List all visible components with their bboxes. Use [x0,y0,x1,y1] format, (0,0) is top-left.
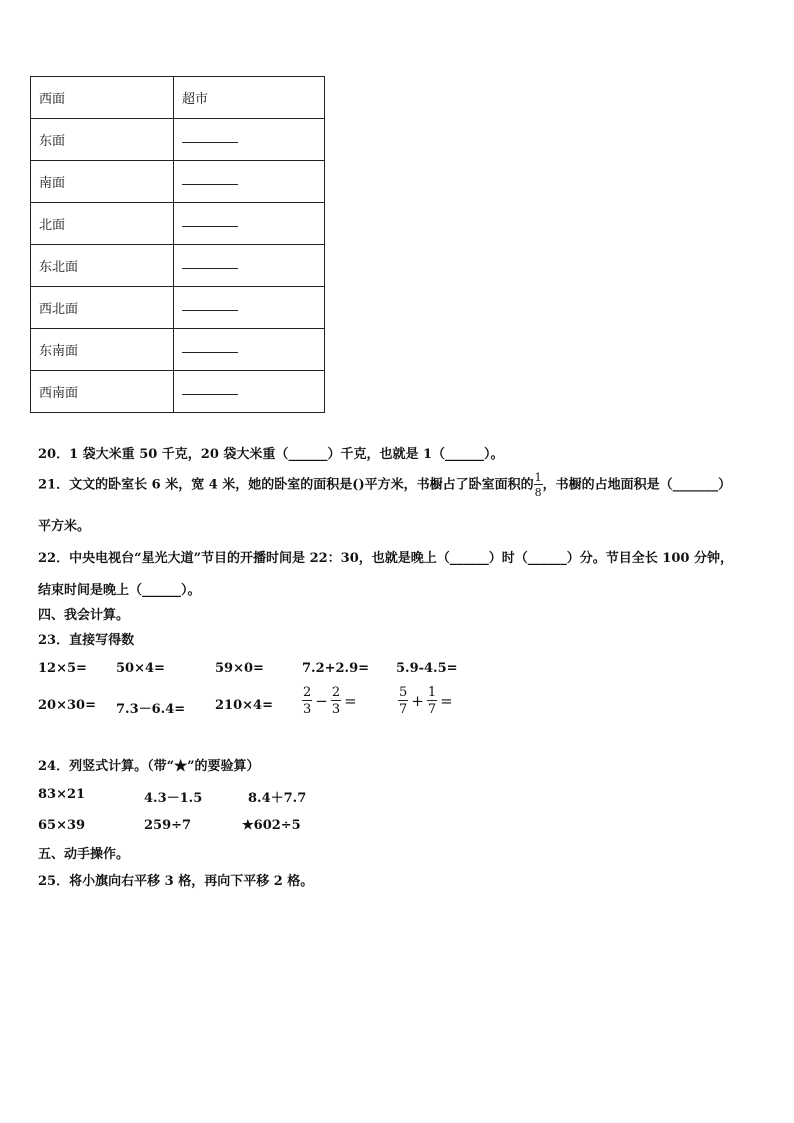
question-23-title: 23．直接写得数 [38,633,135,648]
table-row [31,287,325,329]
answer-blank: ______ [288,447,328,462]
answer-blank: ______ [445,447,485,462]
question-text: 中央电视台“星光大道”节目的开播时间是 22：30，也就是晚上（ [69,551,450,566]
answer-blank [182,132,238,143]
question-text: ）。 [181,583,201,598]
question-22 [38,547,733,566]
denominator: 3 [331,702,341,717]
row-blank [174,287,325,329]
question-text: ）时（ [488,551,528,566]
question-20 [38,443,504,462]
answer-blank: ______ [449,551,489,566]
denominator: 7 [427,702,437,717]
answer-blank [182,258,238,269]
equals: = [344,692,357,710]
row-label: 西面 [31,77,174,119]
question-21-cont: 平方米。 [38,519,91,534]
answer-blank [182,342,238,353]
denominator: 7 [399,702,408,717]
calc-item: ★602÷5 [242,818,301,833]
calc-item: 8.4＋7.7 [248,791,307,806]
answer-blank [182,384,238,395]
answer-blank [182,300,238,311]
question-text: ） [718,477,732,493]
denominator: 8 [534,486,542,499]
section-heading: 五、动手操作。 [38,847,130,862]
calc-item: 50×4= [116,661,165,676]
calc-item: 59×0= [215,661,264,676]
operator: + [411,692,424,710]
calc-item: 210×4= [215,698,273,713]
question-number: 20． [38,447,70,462]
numerator: 1 [427,685,437,700]
table-row [31,119,325,161]
question-number: 22． [38,551,70,566]
question-text: 结束时间是晚上（ [38,583,143,598]
table-row [31,77,325,119]
row-blank [174,245,325,287]
row-blank [174,371,325,413]
calc-item: 4.3－1.5 [144,791,203,806]
answer-blank: ______ [142,583,182,598]
numerator: 2 [331,685,341,700]
fraction [331,686,341,716]
calc-item: 83×21 [38,787,86,802]
equals: = [440,692,453,710]
row-blank [174,329,325,371]
question-text: ，书橱的占地面积是（ [542,477,673,493]
row-label: 西南面 [31,371,174,413]
table-row [31,329,325,371]
row-blank [174,119,325,161]
answer-blank: _______ [672,477,719,493]
calc-item: 20×30= [38,698,96,713]
question-text: ）千克，也就是 1（ [327,447,446,462]
calc-item: 65×39 [38,818,86,833]
fraction [427,686,437,716]
question-text: ）。 [484,447,504,462]
numerator: 1 [534,471,542,484]
numerator: 2 [303,685,312,700]
table-row [31,203,325,245]
calc-item: 7.3－6.4= [116,702,186,717]
row-blank [174,203,325,245]
fraction-expression [398,686,456,716]
fraction-expression [302,686,360,716]
fraction [534,472,543,498]
question-number: 21． [38,477,70,493]
denominator: 3 [303,702,312,717]
table-row [31,245,325,287]
question-text: 1 袋大米重 50 千克，20 袋大米重（ [69,447,289,462]
fraction [302,686,312,716]
question-21 [38,472,731,498]
table-row [31,161,325,203]
row-label: 东面 [31,119,174,161]
question-22-cont [38,579,201,598]
fraction [398,686,408,716]
calc-item: 5.9-4.5= [396,661,458,676]
row-blank [174,161,325,203]
row-value: 超市 [174,77,325,119]
question-25: 25．将小旗向右平移 3 格，再向下平移 2 格。 [38,874,314,889]
table-row [31,371,325,413]
calc-item: 7.2+2.9= [302,661,370,676]
direction-table [30,76,325,413]
row-label: 南面 [31,161,174,203]
row-label: 北面 [31,203,174,245]
answer-blank [182,216,238,227]
answer-blank [182,174,238,185]
operator: − [315,692,328,710]
calc-item: 259÷7 [144,818,192,833]
row-label: 西北面 [31,287,174,329]
question-text: ）分。节目全长 100 分钟， [566,551,733,566]
numerator: 5 [399,685,408,700]
question-24-title: 24．列竖式计算。（带“★”的要验算） [38,759,260,774]
row-label: 东北面 [31,245,174,287]
calc-item: 12×5= [38,661,87,676]
question-text: 文文的卧室长 6 米，宽 4 米，她的卧室的面积是()平方米，书橱占了卧室面积的 [69,477,534,493]
row-label: 东南面 [31,329,174,371]
section-heading: 四、我会计算。 [38,608,130,623]
answer-blank: ______ [527,551,567,566]
